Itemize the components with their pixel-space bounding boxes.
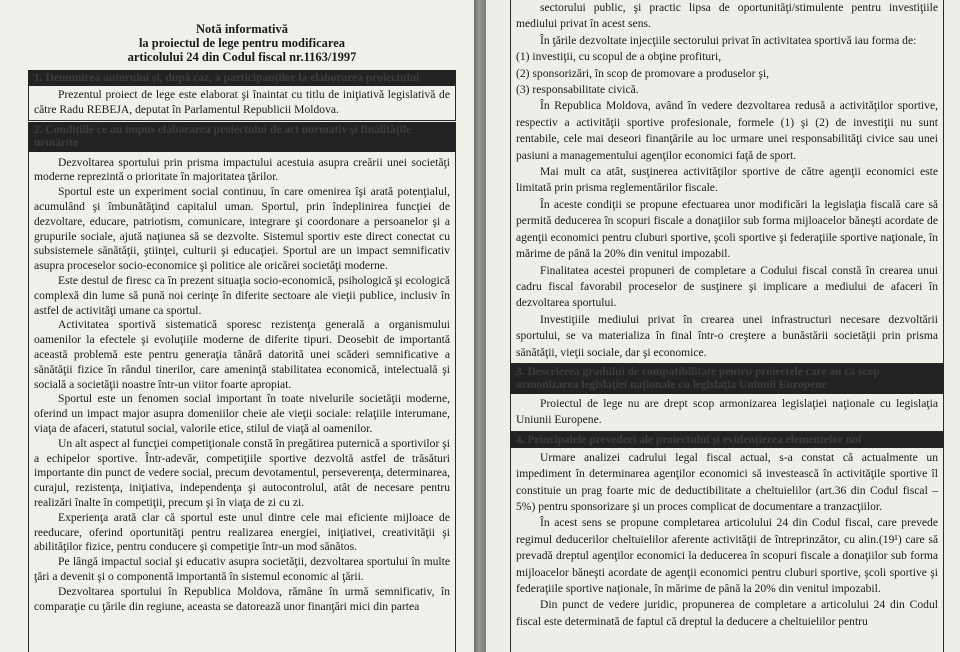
paragraph: Dezvoltarea sportului prin prisma impactului acestuia asupra creării unei societăţi moderne reprezintă o prioritate în majoritatea ţărilor. bbox=[34, 155, 450, 184]
paragraph: În acest sens se propune completarea articolului 24 din Codul fiscal, care prevede regimul deducerilor cheltuielilor aferente activităţii de întreprinzător, cu alin.(19¹) care să prevadă dreptul agenţilor economici la deducerea în scopuri fiscale a donaţiilor sub forma mijloacelor băneşti acordate de agenţii economici pentru cluburi sportive, şcoli sportive şi federaţiile sportive naţionale, în mărime de până la 20% din venitul impozabil. bbox=[516, 516, 938, 595]
list-item: (1) investiţii, cu scopul de a obţine profituri, bbox=[516, 50, 722, 64]
left-page bbox=[0, 0, 474, 652]
paragraph: Urmare analizei cadrului legal fiscal actual, s-a constat că actualmente un impediment în determinarea agenţilor economici să investească în activităţile sportive îl constituie un prag foarte mic de deductibilitate a cheltuielilor (art.36 din Codul fiscal – 5%) pentru sponsorizare şi un proces complicat de documentare a tranzacţiilor. bbox=[516, 450, 938, 513]
section-2-header: 2. Condiţiile ce au impus elaborarea proiectului de act normativ şi finalităţile urmărite bbox=[28, 122, 456, 152]
paragraph: Investiţiile mediului privat în crearea unei infrastructuri necesare dezvoltării sportului, se va materializa în final într-o creştere a bunăstării societăţii prin prisma sănătăţii, vieţii sociale, dar şi economice. bbox=[516, 312, 938, 359]
title-line-3: articolului 24 din Codul fiscal nr.1163/1997 bbox=[127, 50, 357, 64]
paragraph: Finalitatea acestei propuneri de completare a Codului fiscal constă în crearea unui cadru fiscal favorabil proceselor de susţinere şi implicare a mediului de afaceri în dezvoltarea sportului. bbox=[516, 263, 938, 310]
paragraph: În ţările dezvoltate injecţiile sectorului privat în activitatea sportivă iau forma de: bbox=[540, 33, 917, 47]
section-2-body bbox=[28, 152, 456, 652]
paragraph: Sportul este un fenomen social important în toate nivelurile societăţii moderne, oferind un impact major asupra domeniilor cheie ale vieţii sociale: relaţiile interumane, viaţa de afaceri, statutul social, valorile etice, stilul de viaţă al oamenilor. bbox=[34, 392, 450, 435]
section-1-header: 1. Denumirea autorului şi, după caz, a participanţilor la elaborarea proiectului bbox=[28, 70, 456, 86]
list-item: (2) sponsorizări, în scop de promovare a produselor şi, bbox=[516, 66, 770, 80]
paragraph: Proiectul de lege nu are drept scop armonizarea legislaţiei naţionale cu legislaţia Uniunii Europene. bbox=[516, 396, 938, 427]
paragraph: Prezentul proiect de lege este elaborat şi înaintat cu titlu de iniţiativă legislativă de către Radu REBEJA, deputat în Parlamentul Republicii Moldova. bbox=[34, 88, 450, 116]
title-line-2: la proiectul de lege pentru modificarea bbox=[138, 36, 346, 50]
section-3-body bbox=[510, 394, 944, 432]
section-3-header: 3. Descrierea gradului de compatibilitate pentru proiectele care au ca scop armonizarea legislaţiei naţionale cu legislaţia Uniunii Europene bbox=[510, 364, 944, 394]
section-2-continued bbox=[510, 0, 944, 364]
paragraph: Experienţa arată clar că sportul este unul dintre cele mai eficiente mijloace de reeducare, oferind oportunităţi pentru realizarea energiei, iniţiativei, creativităţii şi abilităţilor fizice, pentru conducere şi competiţie într-un mod sănătos. bbox=[34, 510, 450, 554]
paragraph: Dezvoltarea sportului în Republica Moldova, rămâne în urmă semnificativ, în comparaţie cu ţările din regiune, aceasta se datorează unor finanţări mici din partea bbox=[34, 584, 450, 613]
paragraph: Un alt aspect al funcţiei competiţionale constă în pregătirea puternică a sportivilor şi a echipelor sportive. Într-adevăr, competiţiile sportive dezvoltă astfel de trăsături importante din punct de vedere social, precum devotamentul, perseverenţa, determinarea, curajul, rezistenţa, iniţiativa, independenţa şi autocontrolul, atât de necesare pentru realizări înalte în competiţii, precum şi în viaţa de zi cu zi. bbox=[34, 436, 450, 509]
section-4-body bbox=[510, 448, 944, 652]
paragraph: Mai mult ca atât, susţinerea activităţilor sportive de către agenţii economici este limitată prin prisma reglementărilor fiscale. bbox=[516, 165, 938, 195]
paragraph: Pe lângă impactul social şi educativ asupra societăţii, dezvoltarea sportului în multe ţări a devenit şi o componentă importantă în sistemul economic al ţării. bbox=[34, 555, 450, 583]
paragraph: Sportul este un experiment social continuu, în care omenirea îşi arată potenţialul, acumulând şi îmbunătăţind capitalul uman. Sportul, prin îndeplinirea funcţiei de dezvoltare, educare, patriotism, comunicare, integrare şi coordonare a persoanelor şi a grupurile sociale, ajută naţiunea să se dezvolte. Sistemul sportiv este direct conectat cu subsistemele sănătăţii, ştiinţei, culturii şi educaţiei. Sportul are un impact semnificativ asupra proceselor socio-economice şi politice ale oricărei societăţi moderne. bbox=[34, 185, 450, 273]
title-line-1: Notă informativă bbox=[196, 22, 288, 36]
paragraph: În Republica Moldova, având în vedere dezvoltarea redusă a activităţilor sportive, respectiv a activităţii sportive profesionale, formele (1) şi (2) de investiţii nu sunt rentabile, cele mai deseori finanţările au loc urmare unei responsabilităţi civice sau unei pasiuni a managementului agenţilor economici faţă de sport. bbox=[516, 99, 938, 162]
paragraph: Activitatea sportivă sistematică sporesc rezistenţa generală a organismului oamenilor la efectele şi evoluţiile moderne de diferite tipuri. Deosebit de importantă această problemă este pentru generaţia tânără datorită unei scăderi semnificative a sănătăţii fizice în rândul tinerilor, care ameninţă stabilitatea economică, intelectuală şi socială a societăţii noastre într-un viitor foarte apropiat. bbox=[34, 318, 450, 391]
section-1-body bbox=[28, 86, 456, 121]
right-page bbox=[486, 0, 960, 652]
paragraph: Este destul de firesc ca în prezent situaţia socio-economică, psihologică şi ecologică complexă din lume să pună noi cerinţe în diferite sectoare ale vieţii publice, inclusiv în astfel de activităţi umane ca sportul. bbox=[34, 273, 450, 317]
document-title bbox=[28, 22, 456, 64]
book-gutter bbox=[474, 0, 486, 652]
paragraph: În aceste condiţii se propune efectuarea unor modificări la legislaţia fiscală care să permită deducerea în scopuri fiscale a donaţiilor sub forma mijloacelor băneşti acordate de agenţii economici pentru cluburi sportive, şcoli sportive şi federaţiile sportive naţionale, în mărime de până la 20% din venitul impozabil. bbox=[516, 197, 938, 261]
paragraph: sectorului public, şi practic lipsa de oportunităţi/stimulente pentru investiţiile mediului privat în acest sens. bbox=[516, 1, 938, 31]
list-item: (3) responsabilitate civică. bbox=[516, 83, 639, 97]
paragraph: Din punct de vedere juridic, propunerea de completare a articolului 24 din Codul fiscal este determinată de faptul că dreptul la deducere a cheltuielilor pentru bbox=[516, 598, 938, 628]
section-4-header: 4. Principalele prevederi ale proiectului şi evidenţierea elementelor noi bbox=[510, 432, 944, 448]
